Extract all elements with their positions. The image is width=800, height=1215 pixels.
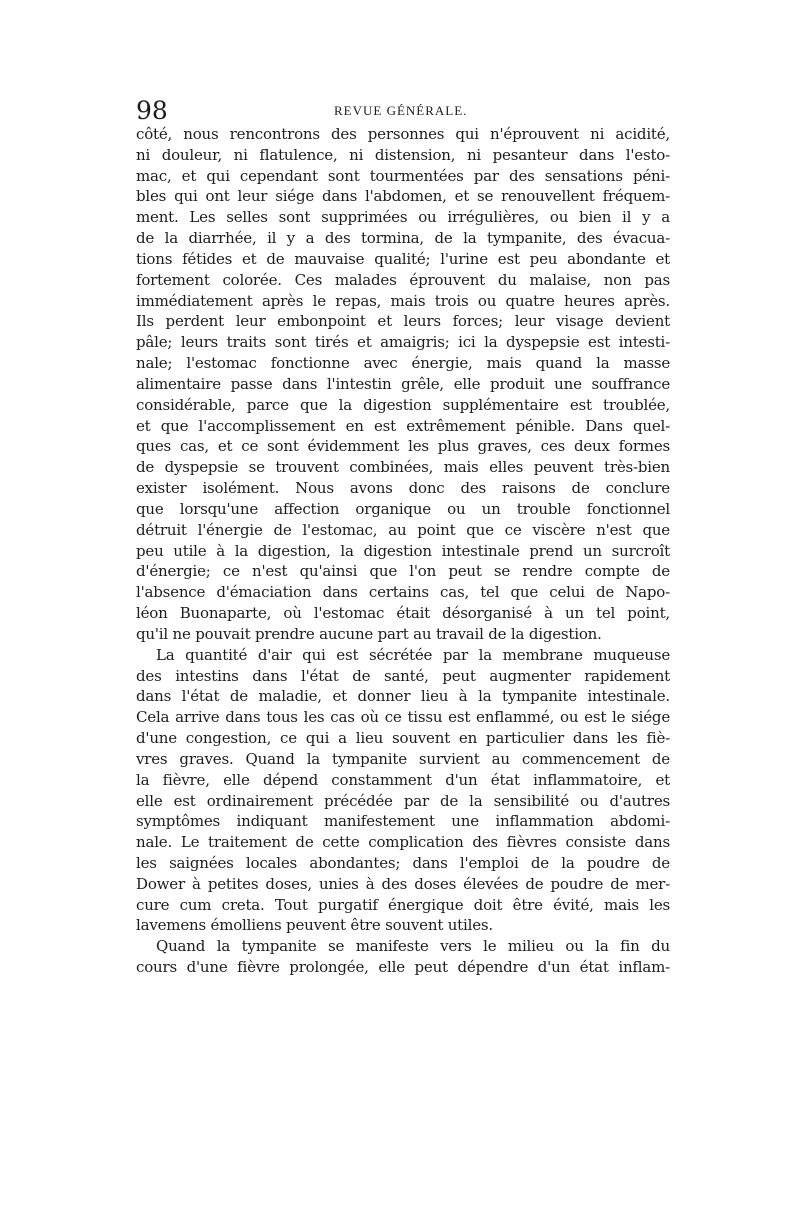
text-line: d'une congestion, ce qui a lieu souvent en particulier dans les fiè- <box>136 729 670 748</box>
text-line: de dyspepsie se trouvent combinées, mais elles peuvent très-bien <box>136 458 670 477</box>
text-line: la fièvre, elle dépend constamment d'un état inflammatoire, et <box>136 770 670 789</box>
text-line: côté, nous rencontrons des personnes qui n'éprouvent ni acidité, <box>136 125 670 143</box>
text-line: Dower à petites doses, unies à des doses élevées de poudre de mer- <box>136 874 670 893</box>
paragraph-first-line: La quantité d'air qui est sécrétée par la membrane muqueuse <box>156 645 670 664</box>
text-line: dans l'état de maladie, et donner lieu à la tympanite intestinale. <box>136 687 670 706</box>
text-line: symptômes indiquant manifestement une inflammation abdomi- <box>136 812 670 831</box>
text-line: qu'il ne pouvait prendre aucune part au travail de la digestion. <box>136 624 602 643</box>
text-line: ment. Les selles sont supprimées ou irrégulières, ou bien il y a <box>136 208 670 227</box>
text-line: peu utile à la digestion, la digestion intestinale prend un surcroît <box>136 541 670 560</box>
text-line: exister isolément. Nous avons donc des raisons de conclure <box>136 479 670 498</box>
text-line: que lorsqu'une affection organique ou un trouble fonctionnel <box>136 499 670 518</box>
text-line: elle est ordinairement précédée par de la sensibilité ou d'autres <box>136 791 670 810</box>
body-text <box>136 124 670 978</box>
text-line: des intestins dans l'état de santé, peut augmenter rapidement <box>136 666 670 685</box>
text-line: pâle; leurs traits sont tirés et amaigris; ici la dyspepsie est intesti- <box>136 333 670 352</box>
page-number: 98 <box>136 96 168 125</box>
text-line: tions fétides et de mauvaise qualité; l'urine est peu abondante et <box>136 249 670 268</box>
text-line: Ils perdent leur embonpoint et leurs forces; leur visage devient <box>136 312 670 331</box>
text-line: d'énergie; ce n'est qu'ainsi que l'on peut se rendre compte de <box>136 562 670 581</box>
text-line: cure cum creta. Tout purgatif énergique doit être évité, mais les <box>136 895 670 914</box>
text-line: l'absence d'émaciation dans certains cas, tel que celui de Napo- <box>136 583 670 602</box>
text-line: lavemens émolliens peuvent être souvent utiles. <box>136 916 493 935</box>
text-line: bles qui ont leur siége dans l'abdomen, et se renouvellent fréquem- <box>136 187 670 206</box>
text-line: mac, et qui cependant sont tourmentées par des sensations péni- <box>136 166 670 185</box>
text-line: considérable, parce que la digestion supplémentaire est troublée, <box>136 395 670 414</box>
text-line: de la diarrhée, il y a des tormina, de la tympanite, des évacua- <box>136 229 670 248</box>
paragraph-first-line: Quand la tympanite se manifeste vers le milieu ou la fin du <box>156 937 670 956</box>
text-line: ques cas, et ce sont évidemment les plus graves, ces deux formes <box>136 437 670 456</box>
running-header <box>136 96 676 126</box>
text-line: ni douleur, ni flatulence, ni distension, ni pesanteur dans l'esto- <box>136 145 670 164</box>
text-line: Cela arrive dans tous les cas où ce tissu est enflammé, ou est le siége <box>136 708 670 727</box>
text-line: alimentaire passe dans l'intestin grêle, elle produit une souffrance <box>136 374 670 393</box>
text-line: nale; l'estomac fonctionne avec énergie, mais quand la masse <box>136 354 670 373</box>
text-line: vres graves. Quand la tympanite survient au commencement de <box>136 749 670 768</box>
text-line: nale. Le traitement de cette complication des fièvres consiste dans <box>136 833 670 852</box>
running-title: REVUE GÉNÉRALE. <box>334 103 468 118</box>
text-line: les saignées locales abondantes; dans l'emploi de la poudre de <box>136 853 670 872</box>
text-line: cours d'une fièvre prolongée, elle peut dépendre d'un état inflam- <box>136 958 670 977</box>
text-line: immédiatement après le repas, mais trois ou quatre heures après. <box>136 291 670 310</box>
text-line: détruit l'énergie de l'estomac, au point que ce viscère n'est que <box>136 520 670 539</box>
text-line: léon Buonaparte, où l'estomac était désorganisé à un tel point, <box>136 604 670 623</box>
text-line: fortement colorée. Ces malades éprouvent du malaise, non pas <box>136 270 670 289</box>
text-line: et que l'accomplissement en est extrêmement pénible. Dans quel- <box>136 416 670 435</box>
